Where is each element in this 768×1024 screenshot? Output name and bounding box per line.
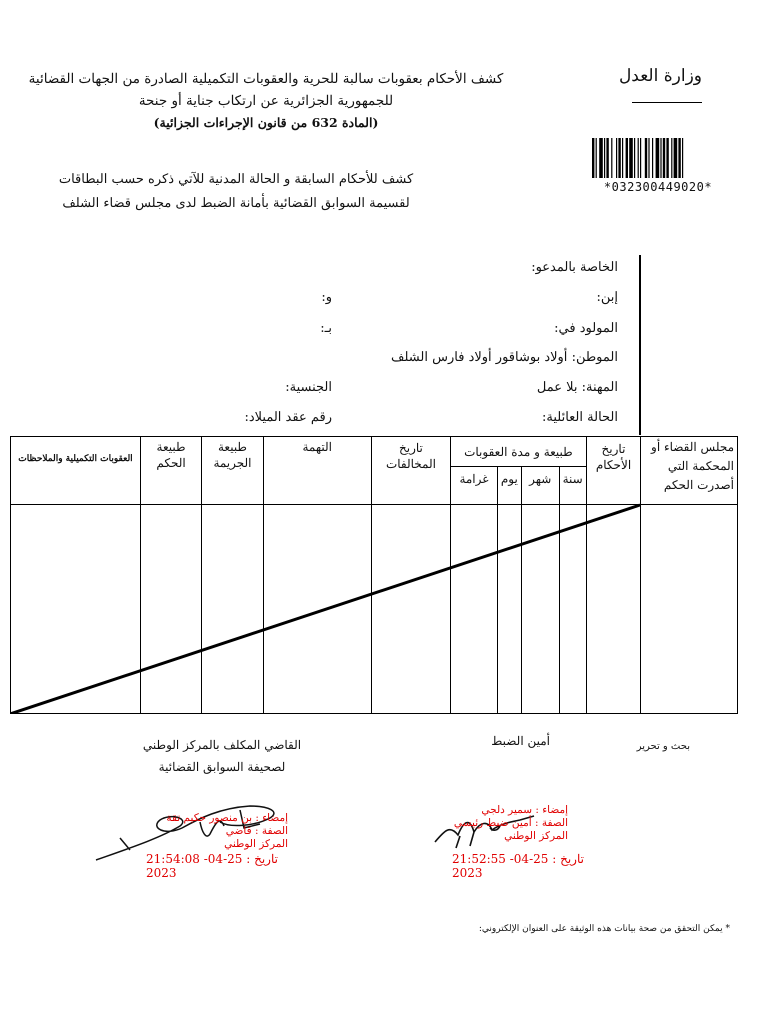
title-line-1: كشف الأحكام بعقوبات سالبة للحرية والعقوبات التكميلية الصادرة من الجهات القضائية xyxy=(28,71,504,87)
field-mihna-value: بلا عمل xyxy=(536,380,578,395)
judge-title-line-2: لصحيفة السوابق القضائية xyxy=(158,760,286,774)
col-ruling-nature: طبيعة الحكم xyxy=(140,437,201,505)
col-fine: غرامة xyxy=(451,467,498,505)
cell-crime-nature xyxy=(202,505,264,714)
clerk-sig-time: 21:52:55 xyxy=(452,852,506,866)
field-hala-label: الحالة العائلية: xyxy=(542,410,618,425)
document-subtitle xyxy=(26,168,446,216)
ministry-title: وزارة العدل xyxy=(618,66,702,86)
field-watan xyxy=(391,350,618,365)
cell-charge xyxy=(263,505,371,714)
col-crime-nature: طبيعة الجريمة xyxy=(202,437,264,505)
cell-court xyxy=(641,505,738,714)
judge-sig-date xyxy=(146,852,306,880)
field-mawlud-label: المولود في: xyxy=(554,321,618,336)
research-label: بحث و تحرير xyxy=(636,741,690,752)
barcode xyxy=(592,138,722,178)
judge-title xyxy=(122,734,322,778)
field-khassa-label: الخاصة بالمدعو: xyxy=(531,260,618,275)
cell-date-offenses xyxy=(371,505,450,714)
col-date-offenses: تاريخ المخالفات xyxy=(371,437,450,505)
field-mihna-label: المهنة: xyxy=(581,380,618,395)
verification-note: * يمكن التحقق من صحة بيانات هذه الوثيقة على العنوان الإلكتروني: xyxy=(478,924,730,934)
clerk-signature-block xyxy=(438,804,568,843)
col-complementary: العقوبات التكميلية والملاحظات xyxy=(11,437,141,505)
cell-fine xyxy=(451,505,498,714)
clerk-sig-date xyxy=(452,852,602,880)
ministry-underline xyxy=(632,102,702,103)
fields-divider xyxy=(639,255,641,435)
judge-sig-time: 21:54:08 xyxy=(146,852,200,866)
field-aqd-label: رقم عقد الميلاد: xyxy=(244,410,332,425)
field-watan-value: أولاد بوشاقور أولاد فارس الشلف xyxy=(391,350,568,365)
judge-sig-role: الصفة : قاضي xyxy=(225,825,288,837)
col-month: شهر xyxy=(521,467,559,505)
clerk-sig-center: المركز الوطني xyxy=(504,830,568,842)
cell-day xyxy=(497,505,521,714)
field-mihna xyxy=(537,380,618,395)
title-line-3: (المادة 632 من قانون الإجراءات الجزائية) xyxy=(153,115,379,130)
field-jinsia-label: الجنسية: xyxy=(285,380,332,395)
subtitle-line-2: لقسيمة السوابق القضائية بأمانة الضبط لدى مجلس قضاء الشلف xyxy=(62,196,410,211)
judge-sig-date-value: تاريخ : 25-04-2023 xyxy=(146,852,278,880)
cell-year xyxy=(559,505,586,714)
title-line-2: للجمهورية الجزائرية عن ارتكاب جناية أو جنحة xyxy=(138,93,394,109)
col-date-rulings: تاريخ الأحكام xyxy=(586,437,641,505)
rulings-table xyxy=(10,436,738,714)
judge-signature-block xyxy=(138,812,288,851)
field-wa-label: و: xyxy=(321,290,332,305)
clerk-title: أمين الضبط xyxy=(491,734,550,748)
cell-month xyxy=(521,505,559,714)
field-ibn-label: إبن: xyxy=(596,290,618,305)
col-year: سنة xyxy=(559,467,586,505)
col-court: مجلس القضاء أو المحكمة التي أصدرت الحكم xyxy=(641,437,738,505)
col-charge: التهمة xyxy=(263,437,371,505)
col-penalty-group: طبيعة و مدة العقوبات xyxy=(451,437,587,467)
clerk-sig-name: إمضاء : سمير دلجي xyxy=(481,804,568,816)
clerk-sig-role: الصفة : أمين ضبط رئيسي xyxy=(453,817,568,829)
field-bi-label: بـ: xyxy=(320,321,332,336)
col-day: يوم xyxy=(497,467,521,505)
subtitle-line-1: كشف للأحكام السابقة و الحالة المدنية للآتي ذكره حسب البطاقات xyxy=(58,172,414,187)
field-watan-label: الموطن: xyxy=(571,350,618,365)
cell-date-rulings xyxy=(586,505,641,714)
clerk-sig-date-value: تاريخ : 25-04-2023 xyxy=(452,852,584,880)
judge-sig-center: المركز الوطني xyxy=(224,838,288,850)
judge-sig-name: إمضاء : بن منصور حكيم تقة xyxy=(166,812,288,824)
cell-ruling-nature xyxy=(140,505,201,714)
cell-complementary xyxy=(11,505,141,714)
barcode-number: *032300449020* xyxy=(603,180,713,194)
document-title xyxy=(0,68,536,134)
judge-title-line-1: القاضي المكلف بالمركز الوطني xyxy=(142,738,302,752)
